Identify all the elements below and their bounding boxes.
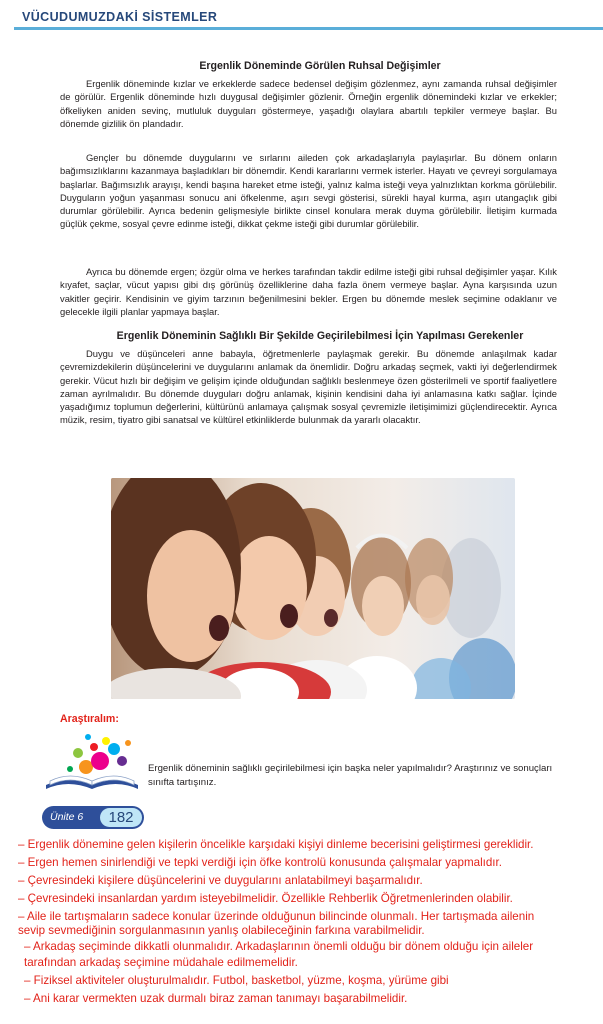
choir-photo bbox=[111, 478, 515, 699]
note-line: – Aile ile tartışmaların sadece konular üzerinde olduğunun bilincinde olunmalı. Her tartışmada ailenin bbox=[18, 910, 535, 923]
paragraph: Ergenlik döneminde kızlar ve erkeklerde sadece bedensel değişim gözlenmez, aynı zamanda ruhsal değişimler de görülür. Ergenlik döneminde hızlı duygusal değişimler gözlenir. Örneğin ergenlik dönemindeki kızlar ve erkekler; öfkeliyken aniden sevinç, mutluluk duyguları göstermeye, yaşadığı olaylara abartılı tepkiler vermeye başlar. Bu dönemde gizlilik ön plandadır. bbox=[60, 78, 557, 129]
note-line: tarafından arkadaş seçimine müdahale edilmemelidir. bbox=[24, 956, 298, 969]
header-rule bbox=[14, 27, 603, 30]
page-number: 182 bbox=[100, 808, 142, 827]
note-line: – Arkadaş seçiminde dikkatli olunmalıdır. Arkadaşlarının önemli olduğu bir dönem olduğu için aileler bbox=[24, 940, 534, 953]
note-line: – Ergen hemen sinirlendiği ve tepki verdiği için öfke kontrolü konusunda çalışmalar yapmalıdır. bbox=[18, 856, 502, 869]
open-book-icon bbox=[42, 731, 142, 793]
paragraph: Duygu ve düşünceleri anne babayla, öğretmenlerle paylaşmak gerekir. Bu dönemde anlaşılmak kadar çevremizdekilerin düşüncelerini ve duygularını anlamak da önemlidir. Doğru arkadaş seçmek, vakti iyi değerlendirmek gerekir. Vücut hızlı bir değişim ve gelişim içinde olduğundan sağlıklı beslenmeye özen gösterilmeli ve sportif faaliyetlere zaman ayrılmalıdır. Bu dönemde duyguları doğru anlamak, kişinin kendisini daha iyi anlamasına katkı sağlar. İçinde yaşadığımız toplumun değerlerini, kültürünü anlamaya çalışmak sosyal çevremizle iletişimimizi güçlendirecektir. Ayrıca müzik, resim, tiyatro gibi sanatsal ve kültürel etkinliklerde bulunmak da yararlı olacaktır. bbox=[60, 348, 557, 426]
section-title: Ergenlik Döneminin Sağlıklı Bir Şekilde Geçirilebilmesi İçin Yapılması Gerekenler bbox=[116, 330, 524, 342]
section-title: Ergenlik Döneminde Görülen Ruhsal Değişimler bbox=[199, 60, 441, 72]
note-line: – Çevresindeki kişilere düşüncelerini ve duygularını anlatabilmeyi başarmalıdır. bbox=[18, 874, 423, 887]
unit-label: Ünite 6 bbox=[50, 811, 84, 823]
header-title: VÜCUDUMUZDAKİ SİSTEMLER bbox=[22, 10, 218, 24]
note-line: – Ani karar vermekten uzak durmalı biraz zaman tanımayı başarabilmelidir. bbox=[24, 992, 408, 1005]
research-label: Araştıralım: bbox=[60, 713, 119, 725]
research-text: Ergenlik döneminin sağlıklı geçirilebilmesi için başka neler yapılmalıdır? Araştırınız ve sonuçları sınıfta tartışınız. bbox=[148, 763, 553, 788]
unit-badge bbox=[42, 806, 144, 829]
note-line: – Ergenlik dönemine gelen kişilerin öncelikle karşıdaki kişiyi dinleme becerisini geliştirmesi gereklidir. bbox=[18, 838, 534, 851]
note-line: sevip sevmediğinin sorgulanmasının yanlış olabileceğinin farkına varabilmelidir. bbox=[18, 924, 425, 937]
paragraph: Ayrıca bu dönemde ergen; özgür olma ve herkes tarafından takdir edilme isteği gibi ruhsal değişimler yaşar. Kılık kıyafet, saçlar, vücut yapısı gibi dış görünüş özelliklerine daha fazla önem vermeye başlar. Ayna karşısında uzun vakitler geçirir. Kendisinin ve giyim tarzının beğenilmesini bekler. Ergen bu dönemde meslek seçimine odaklanır ve gelecekle ilgili planlar yapmaya başlar. bbox=[60, 266, 557, 317]
paragraph: Gençler bu dönemde duygularını ve sırlarını aileden çok arkadaşlarıyla paylaşırlar. Bu dönem onların bağımsızlıklarını kazanmaya başladıkları bir dönemdir. Kendi kararlarını vermek isterler. Hayatı ve çevreyi sorgulamaya başlarlar. Bağımsızlık arayışı, kendi başına hareket etme isteği, yalnız kalma isteği veya yalnızlıktan korkma görülebilir. Duyguların yoğun yaşanması sonucu ani öfkelenme, aşırı sevgi gösterisi, sürekli hayal kurma, aşırı utangaçlık gibi durumlar görülebilir. Ayrıca bedenin gelişmesiyle birlikte cinsel konulara merak duyma görülebilir. İletişim kurmada güçlük çekme, sosyal çevre edinme isteği, dikkat çekme isteği gibi durumlar görülebilir. bbox=[60, 152, 557, 230]
note-line: – Çevresindeki insanlardan yardım isteyebilmelidir. Özellikle Rehberlik Öğretmenlerinden olabilir. bbox=[18, 892, 513, 905]
note-line: – Fiziksel aktiviteler oluşturulmalıdır. Futbol, basketbol, yüzme, koşma, yürüme gibi bbox=[24, 974, 449, 987]
singing-children-illustration bbox=[111, 478, 515, 699]
